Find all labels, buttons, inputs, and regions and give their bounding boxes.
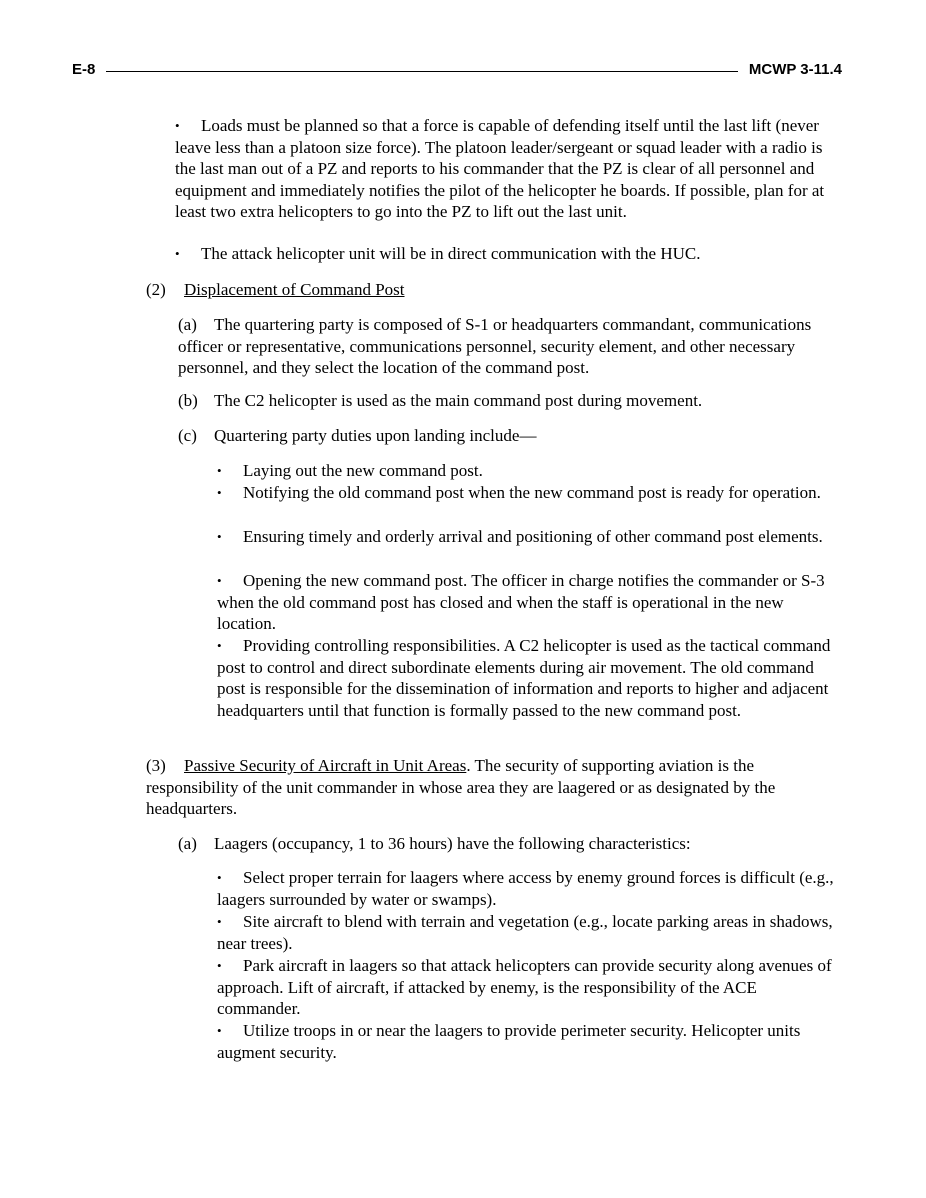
paragraph: (a) Laagers (occupancy, 1 to 36 hours) have the following characteristics: xyxy=(178,834,691,853)
paragraph: (c) Quartering party duties upon landing include— xyxy=(178,426,537,445)
list-item: • Providing controlling responsibilities. A C2 helicopter is used as the tactical command post to control and direct subordinate elements during air movement. The old command post is responsible for the dissemination of information and reports to higher and adjacent headquarters until that function is formally passed to the new command post. xyxy=(217,635,837,721)
paragraph: (a) The quartering party is composed of S-1 or headquarters commandant, communications officer or representative, communications personnel, security element, and other necessary personnel, and they select the location of the command post. xyxy=(178,315,812,377)
list-item: • Park aircraft in laagers so that attack helicopters can provide security along avenues of approach. Lift of aircraft, if attacked by enemy, is the responsibility of the ACE commander. xyxy=(217,955,837,1020)
list-item: • Opening the new command post. The officer in charge notifies the commander or S-3 when the old command post has closed and when the staff is operational in the new location. xyxy=(217,570,837,635)
list-item: • The attack helicopter unit will be in direct communication with the HUC. xyxy=(175,243,835,265)
section-title: Passive Security of Aircraft in Unit Areas xyxy=(184,756,467,775)
bullet-icon xyxy=(217,461,243,480)
list-item: • Laying out the new command post. xyxy=(217,460,837,482)
paragraph: (b) The C2 helicopter is used as the main command post during movement. xyxy=(178,391,703,410)
bullet-icon xyxy=(217,956,243,975)
bullet-icon xyxy=(175,244,201,263)
list-item: • Select proper terrain for laagers where access by enemy ground forces is difficult (e.g., laagers surrounded by water or swamps). xyxy=(217,867,837,910)
section-heading: (2) Displacement of Command Post xyxy=(146,280,405,299)
publication-id: MCWP 3-11.4 xyxy=(748,61,842,78)
list-item: • Ensuring timely and orderly arrival and positioning of other command post elements. xyxy=(217,526,837,548)
bullet-icon xyxy=(217,868,243,887)
page-header xyxy=(72,60,842,82)
page-number: E-8 xyxy=(72,61,96,78)
bullet-icon xyxy=(217,483,243,502)
header-rule xyxy=(106,71,738,72)
bullet-icon xyxy=(175,116,201,135)
list-item: • Site aircraft to blend with terrain and vegetation (e.g., locate parking areas in shadows, near trees). xyxy=(217,911,837,954)
bullet-icon xyxy=(217,571,243,590)
bullet-icon xyxy=(217,912,243,931)
bullet-icon xyxy=(217,1021,243,1040)
section-title: Displacement of Command Post xyxy=(184,280,405,299)
list-item: • Notifying the old command post when the new command post is ready for operation. xyxy=(217,482,837,504)
list-item: • Utilize troops in or near the laagers to provide perimeter security. Helicopter units augment security. xyxy=(217,1020,837,1063)
bullet-icon xyxy=(217,527,243,546)
bullet-icon xyxy=(217,636,243,655)
paragraph: (3) Passive Security of Aircraft in Unit Areas. The security of supporting aviation is the responsibility of the unit commander in whose area they are laagered or as designated by the headquarters. xyxy=(146,756,776,818)
list-item: • Loads must be planned so that a force is capable of defending itself until the last lift (never leave less than a platoon size force). The platoon leader/sergeant or squad leader with a radio is the last man out of a PZ and reports to his commander that the PZ is clear of all personnel and equipment and immediately notifies the pilot of the helicopter he boards. If possible, plan for at least two extra helicopters to go into the PZ to lift out the last unit. xyxy=(175,115,835,223)
